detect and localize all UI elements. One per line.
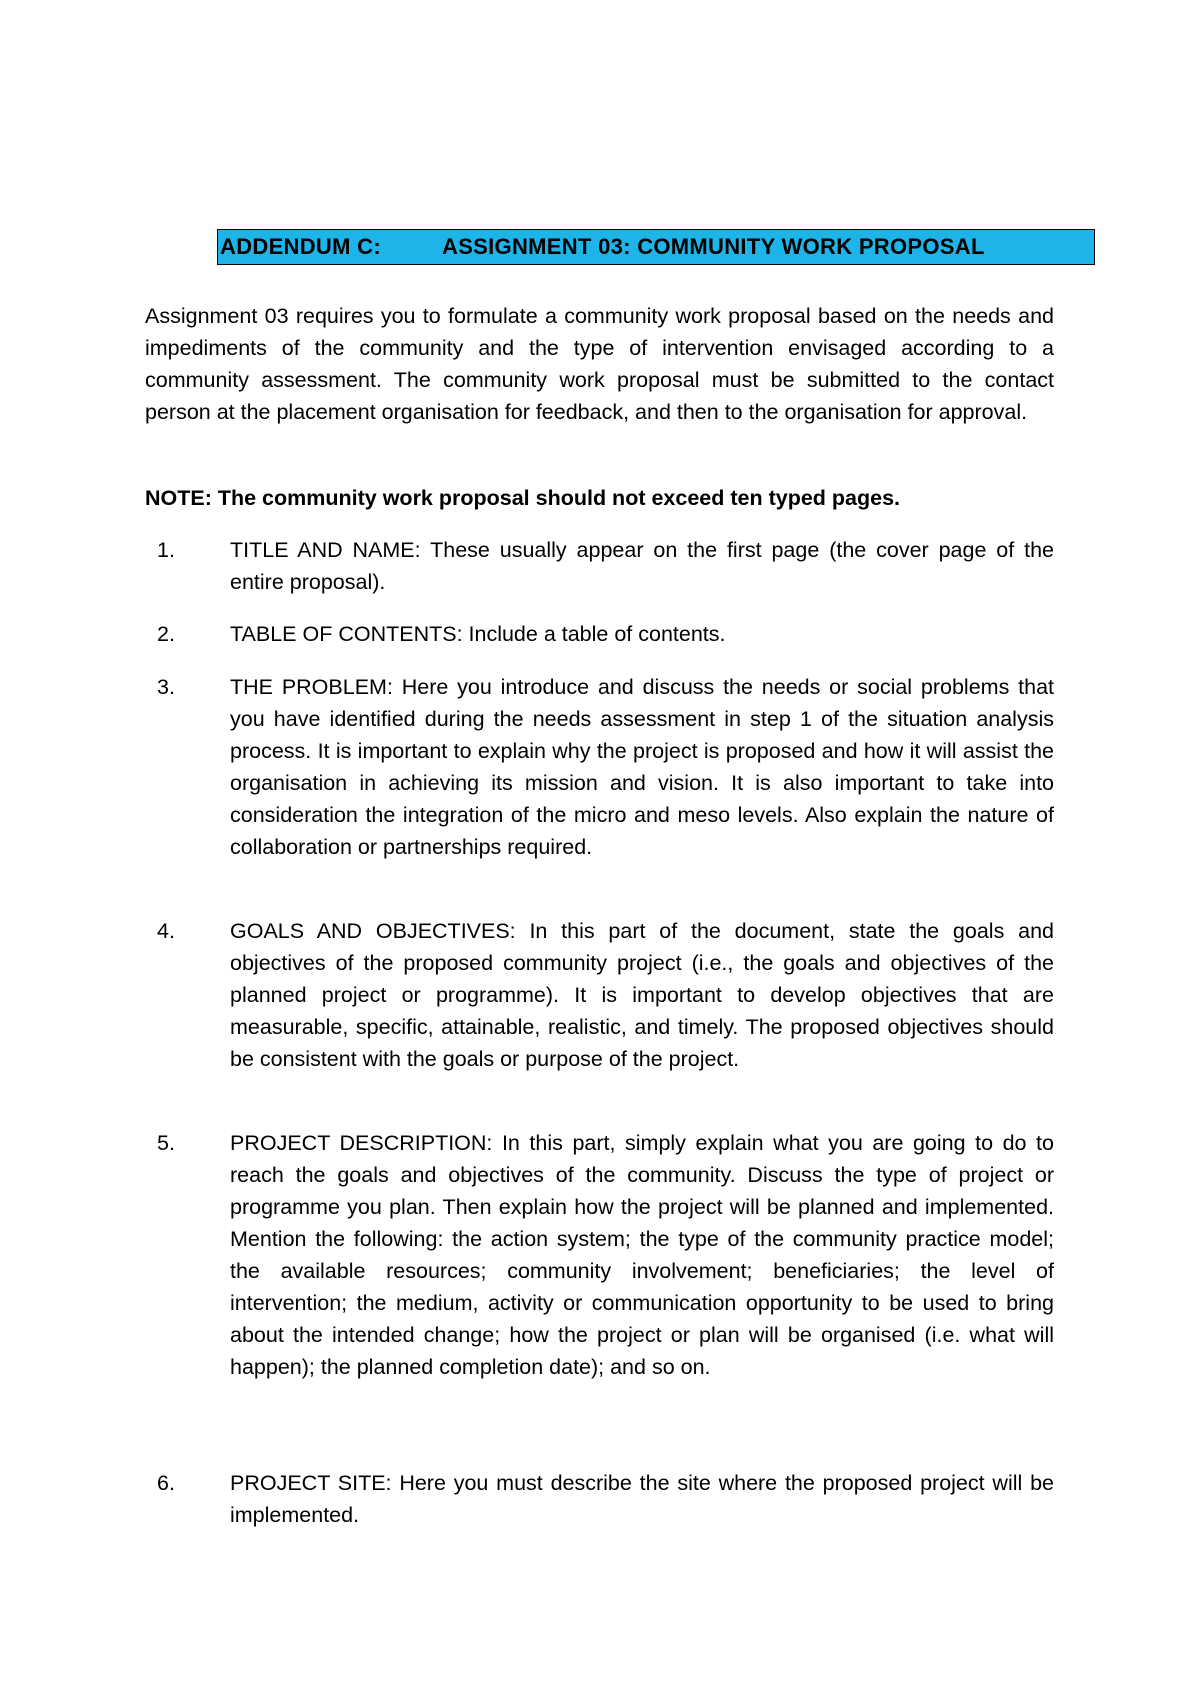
list-item-text: PROJECT DESCRIPTION: In this part, simply explain what you are going to do to reach the goals and objectives of the community. Discuss the type of project or programme you plan. Then explain how the project will be planned and implemented. Mention the following: the action system; the type of the community practice model; the available resources; community involvement; beneficiaries; the level of intervention; the medium, activity or communication opportunity to be used to bring about the intended change; how the project or plan will be organised (i.e. what will happen); the planned completion date); and so on. — [230, 1131, 1054, 1379]
assignment-title: ASSIGNMENT 03: COMMUNITY WORK PROPOSAL — [442, 234, 985, 259]
addendum-label: ADDENDUM C: — [220, 234, 381, 259]
list-item-number: 4. — [157, 919, 175, 943]
list-item-number: 6. — [157, 1471, 175, 1495]
list-item-text: THE PROBLEM: Here you introduce and discuss the needs or social problems that you have identified during the needs assessment in step 1 of the situation analysis process. It is important to explain why the project is proposed and how it will assist the organisation in achieving its mission and vision. It is also important to take into consideration the integration of the micro and meso levels. Also explain the nature of collaboration or partnerships required. — [230, 675, 1054, 859]
list-item-number: 5. — [157, 1131, 175, 1155]
page-limit-note: NOTE: The community work proposal should not exceed ten typed pages. — [145, 486, 900, 510]
list-item-number: 2. — [157, 622, 175, 646]
list-item-number: 1. — [157, 538, 175, 562]
list-item-number: 3. — [157, 675, 175, 699]
intro-paragraph: Assignment 03 requires you to formulate a community work proposal based on the needs and impediments of the community and the type of intervention envisaged according to a community assessment. The community work proposal must be submitted to the contact person at the placement organisation for feedback, and then to the organisation for approval. — [145, 304, 1054, 424]
list-item-text: GOALS AND OBJECTIVES: In this part of the document, state the goals and objectives of the proposed community project (i.e., the goals and objectives of the planned project or programme). It is important to develop objectives that are measurable, specific, attainable, realistic, and timely. The proposed objectives should be consistent with the goals or purpose of the project. — [230, 919, 1054, 1071]
list-item-text: TITLE AND NAME: These usually appear on the first page (the cover page of the entire proposal). — [230, 538, 1054, 594]
list-item-text: TABLE OF CONTENTS: Include a table of contents. — [230, 622, 726, 646]
addendum-heading — [217, 229, 1095, 265]
list-item-text: PROJECT SITE: Here you must describe the site where the proposed project will be implemented. — [230, 1471, 1054, 1527]
